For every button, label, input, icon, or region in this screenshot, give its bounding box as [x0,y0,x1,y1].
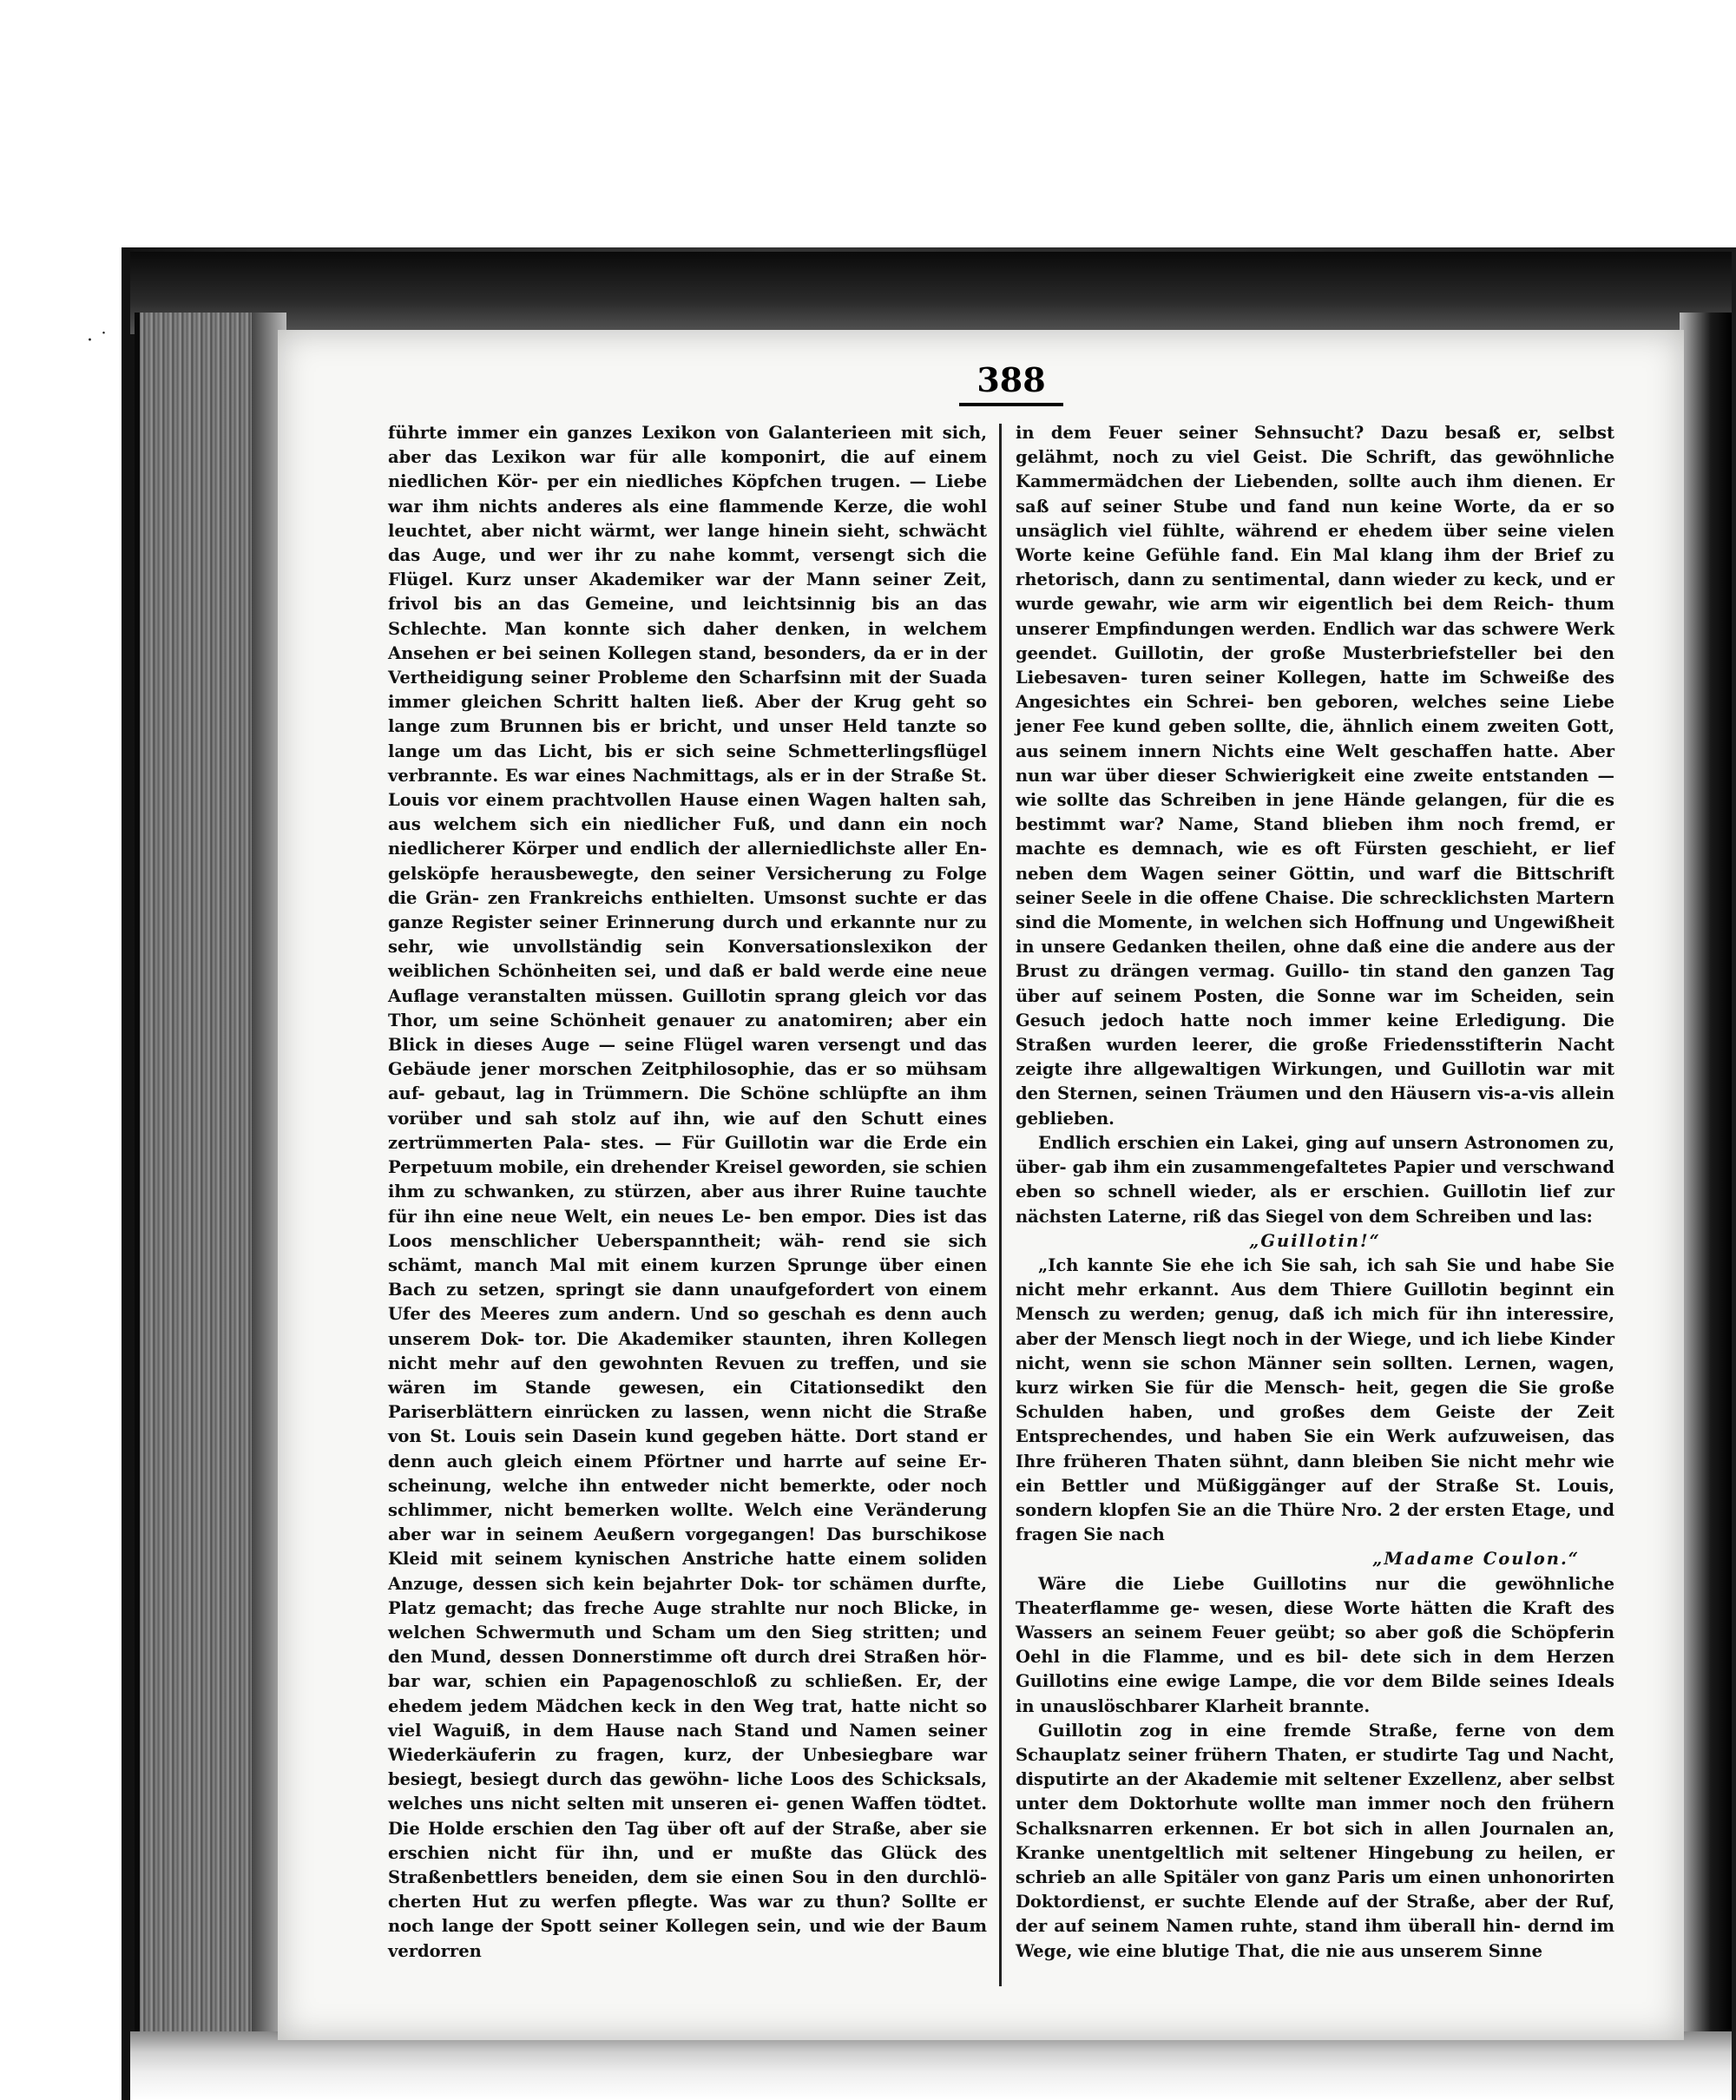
paragraph: Endlich erschien ein Lakei, ging auf unsern Astronomen zu, über- gab ihm ein zusammengefaltetes Papier und verschwand eben so schnell wieder, als er erschien. Guillotin lief zur nächsten Laterne, riß das Siegel von dem Schreiben und las: [1016,1132,1614,1227]
book-top-edge [130,252,1732,334]
left-text-column [388,421,987,1964]
page-block-edge [135,313,270,2040]
paragraph: in dem Feuer seiner Sehnsucht? Dazu besaß er, selbst gelähmt, noch zu viel Geist. Die Schrift, das gewöhnliche Kammermädchen der Liebenden, sollte auch ihm dienen. Er saß auf seiner Stube und fand nun keine Worte, da er so unsäglich viel fühlte, während er ehedem über seine vielen Worte keine Gefühle fand. Ein Mal klang ihm der Brief zu rhetorisch, dann zu sentimental, dann wieder zu keck, und er wurde gewahr, wie arm wir eigentlich bei dem Reich- thum unserer Empfindungen werden. Endlich war das schwere Werk geendet. Guillotin, der große Musterbriefsteller bei den Liebesaven- turen seiner Kollegen, hatte im Schweiße des Angesichtes ein Schrei- ben geboren, welches seine Liebe jener Fee kund geben sollte, die, ähnlich einem zweiten Gott, aus seinem innern Nichts eine Welt geschaffen hatte. Aber nun war über dieser Schwierigkeit eine zweite entstanden — wie sollte das Schreiben in jene Hände gelangen, für die es bestimmt war? Name, Stand blieben ihm noch fremd, er machte es demnach, wie es oft Fürsten geschieht, er lief neben dem Wagen seiner Göttin, und warf die Bittschrift seiner Seele in die offene Chaise. Die schrecklichsten Martern sind die Momente, in welchen sich Hoffnung und Ungewißheit in unsere Gedanken theilen, ohne daß eine die andere aus der Brust zu drängen vermag. Guillo- tin stand den ganzen Tag über auf seinem Posten, die Sonne war im Scheiden, sein Gesuch jedoch hatte noch immer keine Erledigung. Die Straßen wurden leerer, die große Friedensstifterin Nacht zeigte ihre allgewaltigen Wirkungen, und Guillotin war mit den Sternen, seinen Träumen und den Häusern vis-a-vis allein geblieben. [1016,423,1614,1129]
letter-signature: „Madame Coulon.“ [1372,1549,1580,1570]
dust-specks: · ˙ [87,330,108,352]
paragraph: Guillotin zog in eine fremde Straße, ferne von dem Schauplatz seiner frühern Thaten, er studirte Tag und Nacht, disputirte an der Akademie mit seltener Exzellenz, aber selbst unter dem Doktorhute wollte man immer noch den frühern Schalksnarren erkennen. Er bot sich in allen Journalen an, Kranke unentgeltlich mit seltener Hingebung zu heilen, er schrieb an alle Spitäler von ganz Paris um einen unhonorirten Doktordienst, er suchte Elende auf der Straße, aber der Ruf, der auf seinem Namen ruhte, stand ihm überall hin- dernd im Wege, wie eine blutige That, die nie aus unserem Sinne [1016,1720,1614,1961]
paragraph: führte immer ein ganzes Lexikon von Galanterieen mit sich, aber das Lexikon war für alle komponirt, die auf einem niedlichen Kör- per ein niedliches Köpfchen trugen. — Liebe war ihm nichts anderes als eine flammende Kerze, die wohl leuchtet, aber nicht wärmt, wer lange hinein sieht, schwächt das Auge, und wer ihr zu nahe kommt, versengt sich die Flügel. Kurz unser Akademiker war der Mann seiner Zeit, frivol bis an das Gemeine, und leichtsinnig bis an das Schlechte. Man konnte sich daher denken, in welchem Ansehen er bei seinen Kollegen stand, besonders, da er in der Vertheidigung seiner Probleme den Scharfsinn mit der Suada immer gleichen Schritt halten ließ. Aber der Krug geht so lange zum Brunnen bis er bricht, und unser Held tanzte so lange um das Licht, bis er sich seine Schmetterlingsflügel verbrannte. Es war eines Nachmittags, als er in der Straße St. Louis vor einem prachtvollen Hause einen Wagen halten sah, aus welchem sich ein niedlicher Fuß, und dann ein noch niedlicherer Körper und endlich der allerniedlichste aller En- gelsköpfe herausbewegte, den seiner Versicherung zu Folge die Grän- zen Frankreichs enthielten. Umsonst suchte er das ganze Register seiner Erinnerung durch und erkannte nur zu sehr, wie unvollständig sein Konversationslexikon der weiblichen Schönheiten sei, und daß er bald werde eine neue Auflage veranstalten müssen. Guillotin sprang gleich vor das Thor, um seine Schönheit genauer zu anatomiren; aber ein Blick in dieses Auge — seine Flügel waren versengt und das Gebäude jener morschen Zeitphilosophie, das er so mühsam auf- gebaut, lag in Trümmern. Die Schöne schlüpfte an ihm vorüber und sah stolz auf ihn, wie auf den Schutt eines zertrümmerten Pala- stes. — Für Guillotin war die Erde ein Perpetuum mobile, ein drehender Kreisel geworden, sie schien ihm zu schwanken, zu stürzen, aber aus ihrer Ruine tauchte für ihn eine neue Welt, ein neues Le- ben empor. Dies ist das Loos menschlicher Ueberspanntheit; wäh- rend sie sich schämt, manch Mal mit einem kurzen Sprunge über einen Bach zu setzen, springt sie dann unaufgefordert von einem Ufer des Meeres zum andern. Und so geschah es denn auch unserem Dok- tor. Die Akademiker staunten, ihren Kollegen nicht mehr auf den gewohnten Revuen zu treffen, und sie wären im Stande gewesen, ein Citationsedikt den Pariserblättern einrücken zu lassen, wenn nicht die Straße von St. Louis sein Dasein kund gegeben hätte. Dort stand er denn auch gleich einem Pförtner und harrte auf seine Er- scheinung, welche ihn entweder nicht bemerkte, oder noch schlimmer, nicht bemerken wollte. Welch eine Veränderung aber war in seinem Aeußern vorgegangen! Das burschikose Kleid mit seinem kynischen Anstriche hatte einem soliden Anzuge, dessen sich kein bejahrter Dok- tor schämen durfte, Platz gemacht; das freche Auge strahlte nur noch Blicke, in welchen Schwermuth und Scham um den Sieg stritten; und den Mund, dessen Donnerstimme oft durch drei Straßen hör- bar war, schien ein Papagenoschloß zu schließen. Er, der ehedem jedem Mädchen keck in den Weg trat, hatte nicht so viel Waguiß, in dem Hause nach Stand und Namen seiner Wiederkäuferin zu fragen, kurz, der Unbesiegbare war besiegt, besiegt durch das gewöhn- liche Loos des Schicksals, welches uns nicht selten mit unseren ei- genen Waffen tödtet. Die Holde erschien den Tag über oft auf der Straße, aber sie erschien nicht für ihn, und er mußte das Glück des Straßenbettlers beneiden, dem sie einen Sou in den durchlö- cherten Hut zu werfen pflegte. Was war zu thun? Sollte er noch lange der Spott seiner Kollegen sein, und wie der Baum verdorren [388,423,987,1961]
page-number: 388 [959,360,1063,406]
letter-salutation: „Guillotin!“ [1249,1230,1381,1251]
right-cover-edge [1680,313,1732,2049]
letter-body: „Ich kannte Sie ehe ich Sie sah, ich sah Sie und habe Sie nicht mehr erkannt. Aus dem Thiere Guillotin beginnt ein Mensch zu werden; genug, daß ich mich für ihn interessire, aber der Mensch liegt noch in der Wiege, und ich liebe Kinder nicht, wenn sie schon Männer sein sollten. Lernen, wagen, kurz wirken Sie für die Mensch- heit, gegen die Sie große Schulden haben, und großes dem Geiste der Zeit Entsprechendes, und haben Sie ein Werk aufzuweisen, das Ihre früheren Thaten sühnt, dann bleiben Sie nicht mehr wie ein Bettler und Müßiggänger auf der Straße St. Louis, sondern klopfen Sie an die Thüre Nro. 2 der ersten Etage, und fragen Sie nach [1016,1254,1614,1545]
paragraph: Wäre die Liebe Guillotins nur die gewöhnliche Theaterflamme ge- wesen, diese Worte hätten die Kraft des Wassers an seinem Feuer geübt; so aber goß die Schöpferin Oehl in die Flamme, und es bil- dete sich in dem Herzen Guillotins eine ewige Lampe, die vor dem Bilde seines Ideals in unauslöschbarer Klarheit brannte. [1016,1573,1614,1716]
column-divider [999,424,1002,1986]
bottom-page-edge [130,2031,1732,2100]
right-text-column [1016,421,1614,1964]
